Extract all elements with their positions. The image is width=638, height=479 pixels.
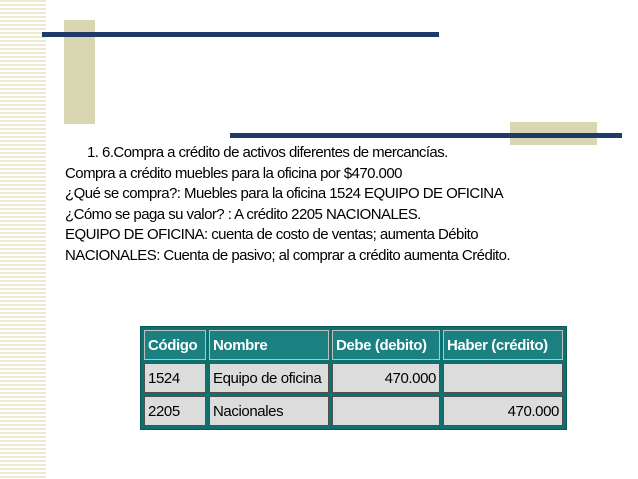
column-header-debit: Debe (debito): [332, 330, 440, 360]
cell-code: 2205: [144, 396, 206, 426]
journal-entry-table: [140, 326, 567, 430]
table-row: [144, 396, 563, 426]
column-header-credit: Haber (crédito): [443, 330, 563, 360]
cell-name: Equipo de oficina: [209, 363, 329, 393]
cell-debit: [332, 396, 440, 426]
column-header-code: Código: [144, 330, 206, 360]
text-line-liability-account: NACIONALES: Cuenta de pasivo; al comprar a crédito aumenta Crédito.: [65, 246, 511, 264]
cell-code: 1524: [144, 363, 206, 393]
table-header-row: [144, 330, 563, 360]
cell-name: Nacionales: [209, 396, 329, 426]
slide-body-text: [65, 143, 625, 266]
decorative-bar-middle: [230, 133, 622, 138]
text-line-how-paid: ¿Cómo se paga su valor? : A crédito 2205 NACIONALES.: [65, 205, 421, 223]
text-line-purchase: Compra a crédito muebles para la oficina por $470.000: [65, 164, 402, 182]
cell-debit: 470.000: [332, 363, 440, 393]
list-item-heading: 1. 6.Compra a crédito de activos diferentes de mercancías.: [87, 144, 448, 161]
column-header-name: Nombre: [209, 330, 329, 360]
text-line-what-bought: ¿Qué se compra?: Muebles para la oficina 1524 EQUIPO DE OFICINA: [65, 185, 504, 202]
text-line-equipment-account: EQUIPO DE OFICINA: cuenta de costo de ventas; aumenta Débito: [65, 226, 479, 243]
cell-credit: 470.000: [443, 396, 563, 426]
table-row: [144, 363, 563, 393]
decorative-bar-top: [42, 32, 439, 37]
striped-margin-decoration: [0, 0, 46, 479]
cell-credit: [443, 363, 563, 393]
